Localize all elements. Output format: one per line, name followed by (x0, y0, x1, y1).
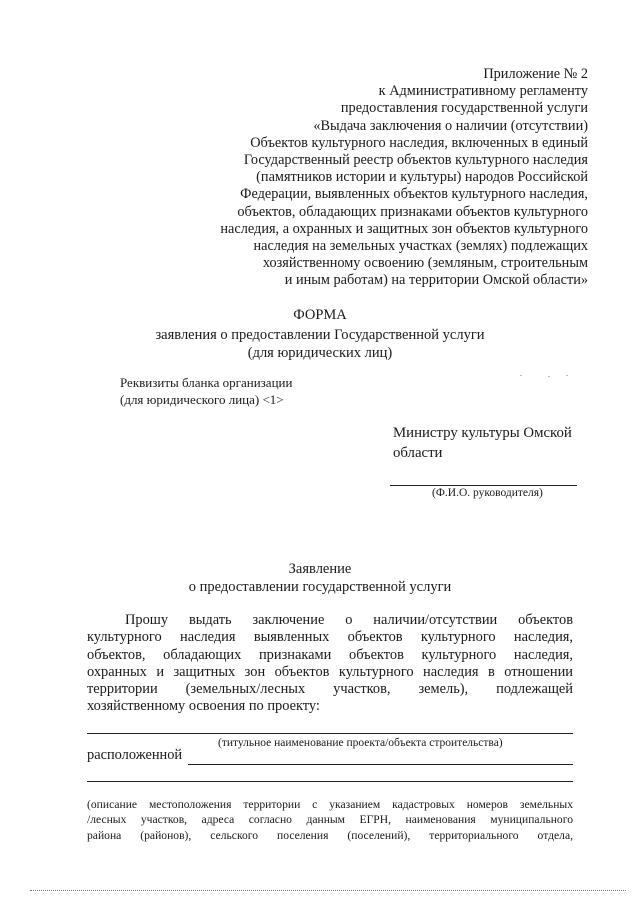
form-applicant-type: (для юридических лиц) (247, 345, 393, 361)
requisites-line: (для юридического лица) <1> (120, 392, 284, 407)
annex-line: к Административному регламенту (378, 83, 588, 100)
fio-signature-line (390, 485, 577, 486)
statement-subtitle: о предоставлении государственной услуги (188, 579, 452, 595)
scan-speck (566, 375, 568, 376)
annex-line: и иным работам) на территории Омской области» (284, 272, 588, 289)
annex-line: предоставления государственной услуги (340, 100, 588, 117)
annex-line: Государственный реестр объектов культурного наследия (243, 152, 588, 169)
project-name-line (87, 733, 573, 734)
scan-speck (548, 376, 550, 377)
requisites-line: Реквизиты бланка организации (120, 375, 293, 390)
annex-line: «Выдача заключения о наличии (отсутствии) (313, 117, 588, 134)
paragraph-line: охранных и защитных зон объектов культурного наследия в отношении (87, 663, 573, 680)
description-line: (описание местоположения территории с указанием кадастровых номеров земельных (87, 798, 573, 811)
addressee-line: Министру культуры Омской (393, 425, 572, 441)
requisites-block (120, 374, 292, 408)
location-description (87, 797, 573, 843)
annex-line: наследия на земельных участках (землях) подлежащих (253, 238, 588, 255)
located-label: расположенной (87, 747, 183, 763)
annex-line: Объектов культурного наследия, включенных в единый (250, 134, 588, 151)
description-line: района (районов), сельского поселения (поселений), территориального отдела, (87, 828, 573, 842)
form-subtitle: заявления о предоставлении Государственной услуги (155, 327, 485, 343)
annex-block (220, 66, 588, 290)
paragraph-line: Прошу выдать заключение о наличии/отсутствии объектов (125, 612, 573, 628)
annex-line: объектов, обладающих признаками объектов культурного (237, 203, 588, 220)
paragraph-line: хозяйственному освоения по проекту: (87, 698, 320, 715)
paragraph-line: территории (земельных/лесных участков, земель), подлежащей (87, 681, 573, 698)
project-caption: (титульное наименование проекта/объекта строительства) (218, 737, 503, 749)
addressee-block (393, 423, 572, 463)
paragraph-line: объектов, обладающих признаками объектов культурного наследия, (87, 646, 573, 663)
location-line-2 (87, 781, 573, 782)
annex-line: наследия, а охранных и защитных зон объектов культурного (220, 220, 588, 237)
annex-line: Приложение № 2 (483, 66, 588, 82)
annex-line: Федерации, выявленных объектов культурного наследия, (240, 186, 588, 203)
annex-line: хозяйственному освоению (земляным, строительным (262, 255, 588, 272)
annex-line: (памятников истории и культуры) народов Российской (256, 169, 588, 186)
scan-edge-artifact (30, 890, 626, 891)
statement-paragraph (87, 612, 573, 716)
form-title: ФОРМА (293, 307, 347, 323)
scan-speck (520, 375, 522, 376)
fio-caption: (Ф.И.О. руководителя) (432, 487, 543, 499)
description-line: /лесных участков, адреса согласно данным ЕГРН, наименования муниципального (87, 813, 573, 827)
paragraph-line: культурного наследия выявленных объектов культурного наследия, (87, 629, 573, 646)
location-line (188, 764, 573, 765)
addressee-line: области (393, 445, 443, 461)
statement-title: Заявление (288, 561, 352, 577)
